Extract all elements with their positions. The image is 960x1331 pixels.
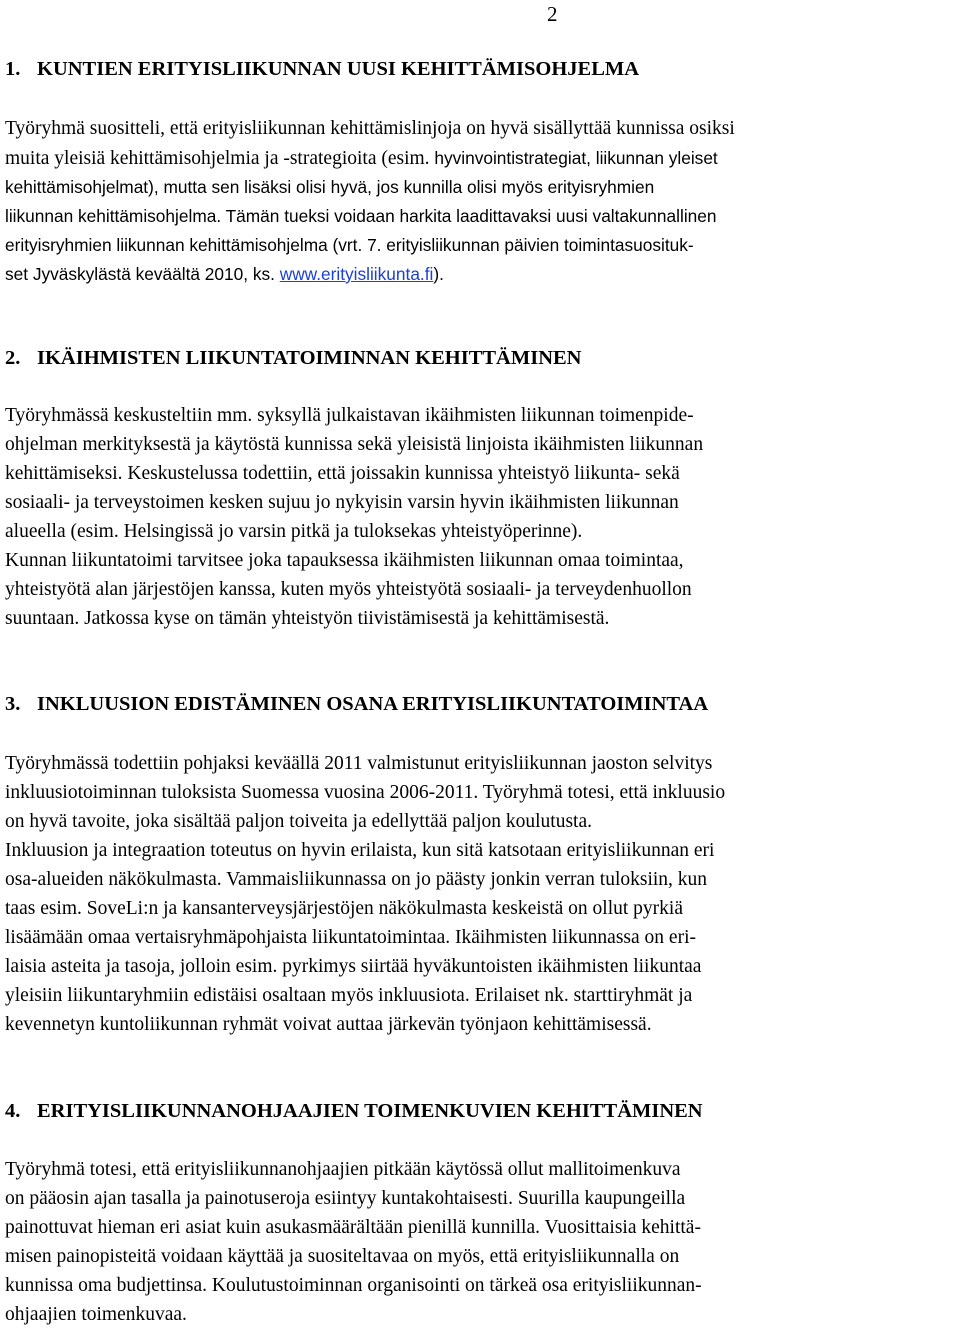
section-3-line-10: kevennetyn kuntoliikunnan ryhmät voivat auttaa järkevän työnjaon kehittämisessä. xyxy=(5,1014,652,1035)
section-1-line-6-end: ). xyxy=(433,264,444,284)
section-1-line-4: liikunnan kehittämisohjelma. Tämän tueksi voidaan harkita laadittavaksi uusi valtakunnallinen xyxy=(5,206,717,226)
section-3-line-5: osa-alueiden näkökulmasta. Vammaisliikunnassa on jo päästy jonkin verran tuloksiin, kun xyxy=(5,869,708,890)
section-1-heading xyxy=(5,56,639,82)
section-4-line-6: ohjaajien toimenkuvaa. xyxy=(5,1304,187,1325)
section-1-line-6 xyxy=(5,262,444,286)
section-4-number: 4. xyxy=(5,1100,21,1122)
section-2-line-6: Kunnan liikuntatoimi tarvitsee joka tapauksessa ikäihmisten liikunnan omaa toimintaa, xyxy=(5,550,684,571)
section-1-line-2-serif: muita yleisiä kehittämisohjelmia ja -strategioita (esim. xyxy=(5,148,430,169)
section-3-line-1: Työryhmässä todettiin pohjaksi keväällä 2011 valmistunut erityisliikunnan jaoston selvitys xyxy=(5,753,713,774)
section-3-line-8: laisia asteita ja tasoja, jolloin esim. pyrkimys siirtää hyväkuntoisten ikäihmisten liikuntaa xyxy=(5,956,702,977)
section-2-heading xyxy=(5,345,581,371)
section-3-line-2: inkluusiotoiminnan tuloksista Suomessa vuosina 2006-2011. Työryhmä totesi, että inkluusio xyxy=(5,782,726,803)
section-3-line-3: on hyvä tavoite, joka sisältää paljon toiveita ja edellyttää paljon koulutusta. xyxy=(5,811,593,832)
section-2-line-8: suuntaan. Jatkossa kyse on tämän yhteistyön tiivistämisestä ja kehittämisestä. xyxy=(5,608,610,629)
section-1-line-3: kehittämisohjelmat), mutta sen lisäksi olisi hyvä, jos kunnilla olisi myös erityisryhmien xyxy=(5,177,655,197)
section-4-title: ERITYISLIIKUNNANOHJAAJIEN TOIMENKUVIEN KEHITTÄMINEN xyxy=(37,1100,703,1122)
section-3-line-9: yleisiin liikuntaryhmiin edistäisi osaltaan myös inkluusiota. Erilaiset nk. starttiryhmät ja xyxy=(5,985,693,1006)
section-3-heading xyxy=(5,691,708,717)
section-2-line-5: alueella (esim. Helsingissä jo varsin pitkä ja tuloksekas yhteistyöperinne). xyxy=(5,521,583,542)
section-1-line-5: erityisryhmien liikunnan kehittämisohjelma (vrt. 7. erityisliikunnan päivien toimintasuosituk- xyxy=(5,235,694,255)
section-3-line-4: Inkluusion ja integraation toteutus on hyvin erilaista, kun sitä katsotaan erityisliikunnan eri xyxy=(5,840,715,861)
section-2-line-7: yhteistyötä alan järjestöjen kanssa, kuten myös yhteistyötä sosiaali- ja terveydenhuollon xyxy=(5,579,692,600)
section-3-title: INKLUUSION EDISTÄMINEN OSANA ERITYISLIIKUNTATOIMINTAA xyxy=(37,693,709,715)
section-3-line-7: lisäämään omaa vertaisryhmäpohjaista liikuntatoimintaa. Ikäihmisten liikunnassa on eri- xyxy=(5,927,696,948)
section-4-heading xyxy=(5,1098,703,1124)
section-1-number: 1. xyxy=(5,58,21,80)
section-1-line-6-text: set Jyväskylästä keväältä 2010, ks. xyxy=(5,264,280,284)
section-4-line-2: on pääosin ajan tasalla ja painotuseroja esiintyy kuntakohtaisesti. Suurilla kaupungeilla xyxy=(5,1188,686,1209)
section-2-line-4: sosiaali- ja terveystoimen kesken sujuu jo nykyisin varsin hyvin ikäihmisten liikunnan xyxy=(5,492,679,513)
section-3-number: 3. xyxy=(5,693,21,715)
section-2-title: IKÄIHMISTEN LIIKUNTATOIMINNAN KEHITTÄMINEN xyxy=(37,347,582,369)
erityisliikunta-link[interactable]: www.erityisliikunta.fi xyxy=(279,264,434,284)
section-3-line-6: taas esim. SoveLi:n ja kansanterveysjärjestöjen näkökulmasta keskeistä on ollut pyrkiä xyxy=(5,898,683,919)
section-4-line-1: Työryhmä totesi, että erityisliikunnanohjaajien pitkään käytössä ollut mallitoimenkuva xyxy=(5,1159,681,1180)
section-4-line-3: painottuvat hieman eri asiat kuin asukasmäärältään pienillä kunnilla. Vuosittaisia kehittä- xyxy=(5,1217,701,1238)
section-2-line-2: ohjelman merkityksestä ja käytöstä kunnissa sekä yleisistä linjoista ikäihmisten liikunnan xyxy=(5,434,704,455)
section-2-line-1: Työryhmässä keskusteltiin mm. syksyllä julkaistavan ikäihmisten liikunnan toimenpide- xyxy=(5,405,694,426)
section-2-number: 2. xyxy=(5,347,21,369)
section-4-line-4: misen painopisteitä voidaan käyttää ja suositeltavaa on myös, että erityisliikunnalla on xyxy=(5,1246,680,1267)
section-1-title: KUNTIEN ERITYISLIIKUNNAN UUSI KEHITTÄMISOHJELMA xyxy=(37,58,640,80)
page-number: 2 xyxy=(547,2,558,26)
section-4-line-5: kunnissa oma budjettinsa. Koulutustoiminnan organisointi on tärkeä osa erityisliikunnan- xyxy=(5,1275,702,1296)
section-1-line-2-sans: hyvinvointistrategiat, liikunnan yleiset xyxy=(429,148,718,168)
section-2-line-3: kehittämiseksi. Keskustelussa todettiin, että joissakin kunnissa yhteistyö liikunta- sekä xyxy=(5,463,680,484)
section-1-line-2 xyxy=(5,146,718,171)
section-1-line-1: Työryhmä suositteli, että erityisliikunnan kehittämislinjoja on hyvä sisällyttää kunnissa osiksi xyxy=(5,118,735,139)
